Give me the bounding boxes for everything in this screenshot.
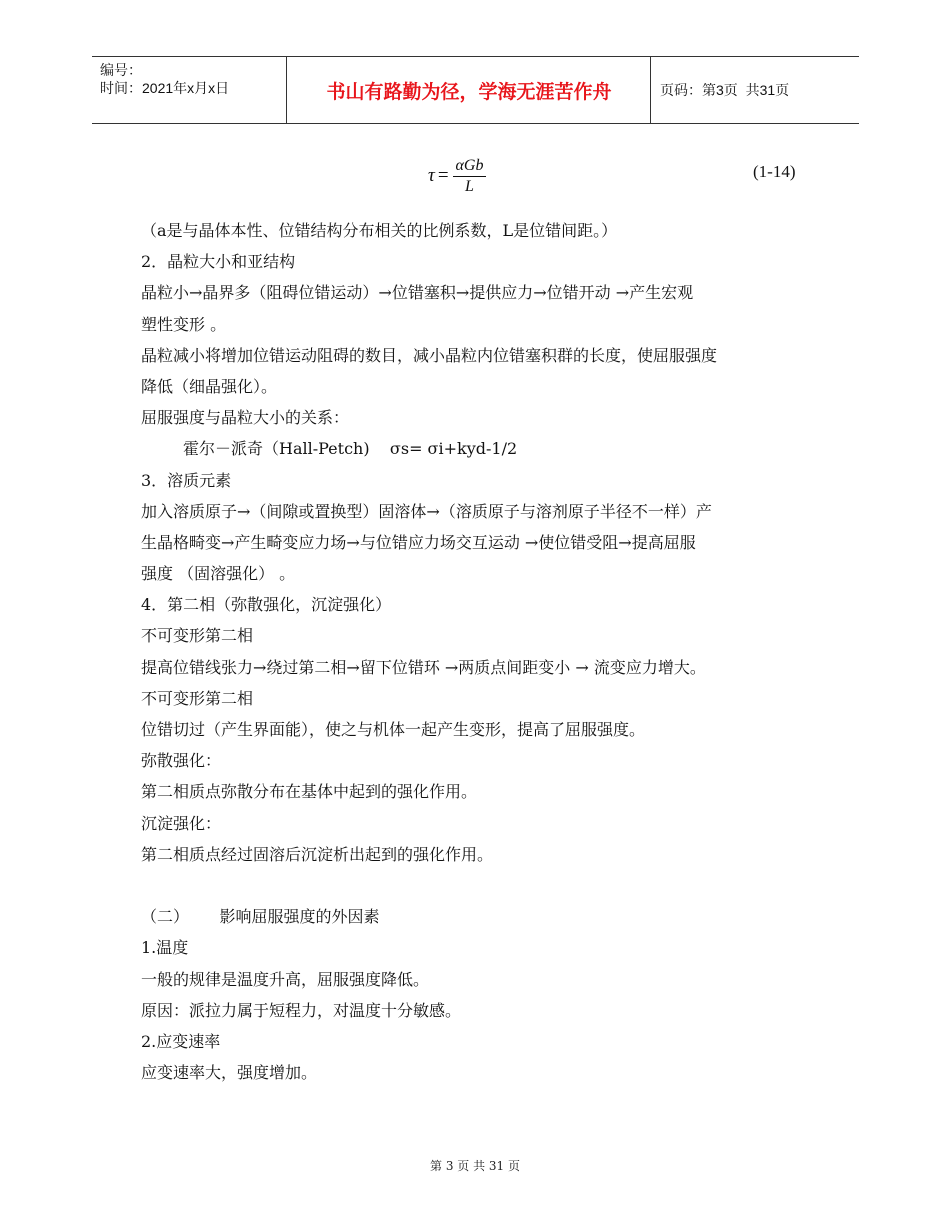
paragraph-line: 弥散强化： xyxy=(141,751,222,771)
paragraph-line: 屈服强度与晶粒大小的关系： xyxy=(141,408,350,428)
section-heading: 2．晶粒大小和亚结构 xyxy=(141,252,296,272)
header-meta xyxy=(100,61,229,97)
paragraph-line: （a是与晶体本性、位错结构分布相关的比例系数，L是位错间距。） xyxy=(141,221,618,240)
formula-numerator: αGb xyxy=(455,156,484,174)
paragraph-line: 生晶格畸变→产生畸变应力场→与位错应力场交互运动 →使位错受阻→提高屈服 xyxy=(141,532,696,552)
paragraph-line: 加入溶质原子→（间隙或置换型）固溶体→（溶质原子与溶剂原子半径不一样）产 xyxy=(141,501,712,521)
formula-1-14 xyxy=(428,150,486,202)
header-number-label: 编号： xyxy=(100,62,142,78)
paragraph-line: 应变速率大，强度增加。 xyxy=(141,1063,318,1083)
formula-fraction xyxy=(453,156,487,197)
blank-line xyxy=(141,870,821,901)
hall-petch-formula: 霍尔－派奇（Hall-Petch) σs= σi+kyd-1/2 xyxy=(183,439,518,459)
paragraph-line: 强度 （固溶强化） 。 xyxy=(141,564,296,584)
paragraph-line: 沉淀强化： xyxy=(141,813,222,833)
document-header xyxy=(92,56,859,124)
header-page-info: 页码：第3页 共31页 xyxy=(660,82,790,98)
document-body xyxy=(141,215,821,1088)
paragraph-line: 晶粒小→晶界多（阻碍位错运动）→位错塞积→提供应力→位错开动 →产生宏观 xyxy=(141,283,694,303)
header-divider xyxy=(286,57,287,123)
paragraph-line: 原因：派拉力属于短程力，对温度十分敏感。 xyxy=(141,1000,462,1020)
formula-lhs: τ xyxy=(428,165,435,186)
header-divider xyxy=(650,57,651,123)
section-heading: 1.温度 xyxy=(141,938,189,958)
paragraph-line: 降低（细晶强化）。 xyxy=(141,376,278,396)
formula-equals: = xyxy=(437,165,449,186)
paragraph-line: 第二相质点弥散分布在基体中起到的强化作用。 xyxy=(141,782,478,802)
paragraph-line: 一般的规律是温度升高，屈服强度降低。 xyxy=(141,969,430,989)
paragraph-line: 第二相质点经过固溶后沉淀析出起到的强化作用。 xyxy=(141,844,494,864)
section-heading: 3．溶质元素 xyxy=(141,470,232,490)
formula-denominator: L xyxy=(465,177,474,195)
section-heading: （二） 影响屈服强度的外因素 xyxy=(141,907,380,927)
section-heading: 4．第二相（弥散强化，沉淀强化） xyxy=(141,595,392,615)
header-time-label: 时间：2021年x月x日 xyxy=(100,80,230,96)
paragraph-line: 晶粒减小将增加位错运动阻碍的数目，减小晶粒内位错塞积群的长度，使屈服强度 xyxy=(141,345,718,365)
paragraph-line: 不可变形第二相 xyxy=(141,626,254,646)
header-motto: 书山有路勤为径，学海无涯苦作舟 xyxy=(326,80,612,103)
paragraph-line: 塑性变形 。 xyxy=(141,314,227,334)
paragraph-line: 位错切过（产生界面能），使之与机体一起产生变形，提高了屈服强度。 xyxy=(141,720,646,739)
page-footer: 第 3 页 共 31 页 xyxy=(430,1159,520,1173)
section-heading: 2.应变速率 xyxy=(141,1031,221,1051)
paragraph-line: 提高位错线张力→绕过第二相→留下位错环 →两质点间距变小 → 流变应力增大。 xyxy=(141,657,706,677)
formula-number: (1-14) xyxy=(753,162,796,181)
paragraph-line: 不可变形第二相 xyxy=(141,688,254,708)
